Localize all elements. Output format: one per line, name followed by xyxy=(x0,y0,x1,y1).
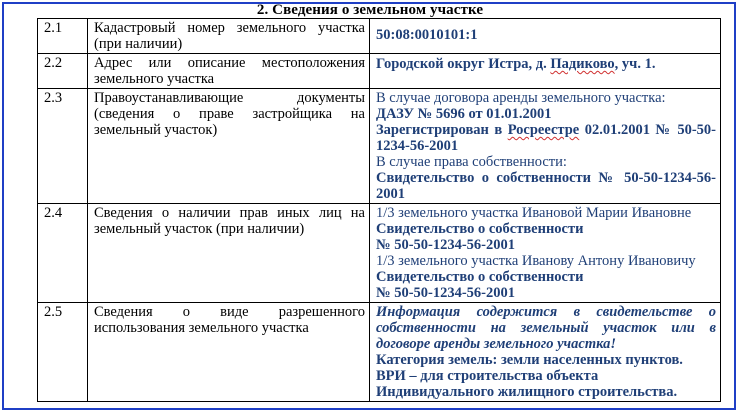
row-value xyxy=(370,303,721,402)
row-number: 2.2 xyxy=(38,54,88,89)
registration-org: Росреестре xyxy=(507,122,580,138)
address-village: Падиково xyxy=(550,56,615,72)
lease-document: ДАЗУ № 5696 от 01.01.2001 xyxy=(376,106,552,122)
land-category: Категория земель: земли населенных пунктов. xyxy=(376,352,683,368)
row-number: 2.3 xyxy=(38,89,88,204)
row-label: Правоустанавливающие документы (сведения о праве застройщика на земельный участок) xyxy=(88,89,370,204)
co-owner-certificate-2: Свидетельство о собственности xyxy=(376,269,584,285)
registration-info xyxy=(376,122,716,154)
address-suffix: , уч. 1. xyxy=(614,56,656,72)
row-label: Сведения о наличии прав иных лиц на земельный участок (при наличии) xyxy=(88,204,370,303)
address-prefix: Городской округ Истра, д. xyxy=(376,56,551,72)
row-number: 2.4 xyxy=(38,204,88,303)
table-row xyxy=(38,54,721,89)
table-row xyxy=(38,303,721,402)
row-label: Сведения о виде разрешенного использования земельного участка xyxy=(88,303,370,402)
co-owner-certificate-1: Свидетельство о собственности xyxy=(376,221,584,237)
cadastral-number: 50:08:0010101:1 xyxy=(376,27,478,43)
table-row xyxy=(38,204,721,303)
registration-suffix: 02.01.2001 № 50-50-1234-56-2001 xyxy=(376,122,716,154)
co-owner-share-1: 1/3 земельного участка Ивановой Марии Ивановне xyxy=(376,205,692,221)
address-value xyxy=(376,55,716,72)
row-label: Адрес или описание местоположения земельного участка xyxy=(88,54,370,89)
co-owner-certificate-number-1: № 50-50-1234-56-2001 xyxy=(376,237,516,253)
row-label: Кадастровый номер земельного участка (при наличии) xyxy=(88,19,370,54)
row-number: 2.5 xyxy=(38,303,88,402)
row-number: 2.1 xyxy=(38,19,88,54)
land-plot-info-table xyxy=(37,18,721,402)
registration-prefix: Зарегистрирован в xyxy=(376,122,508,138)
row-value xyxy=(370,19,721,54)
ownership-intro: В случае права собственности: xyxy=(376,154,567,170)
row-value xyxy=(370,204,721,303)
table-row xyxy=(38,19,721,54)
co-owner-certificate-number-2: № 50-50-1234-56-2001 xyxy=(376,285,516,301)
row-value xyxy=(370,89,721,204)
permitted-use-type: ВРИ – для строительства объекта Индивидуального жилищного строительства. xyxy=(376,368,678,400)
row-value xyxy=(370,54,721,89)
table-row xyxy=(38,89,721,204)
permitted-use-note: Информация содержится в свидетельстве о собственности на земельный участок или в договоре аренды земельного участка! xyxy=(376,304,716,352)
co-owner-share-2: 1/3 земельного участка Иванову Антону Ивановичу xyxy=(376,253,696,269)
section-title: 2. Сведения о земельном участке xyxy=(256,2,484,18)
lease-intro: В случае договора аренды земельного участка: xyxy=(376,90,666,106)
ownership-document: Свидетельство о собственности № 50-50-1234-56-2001 xyxy=(376,170,716,202)
